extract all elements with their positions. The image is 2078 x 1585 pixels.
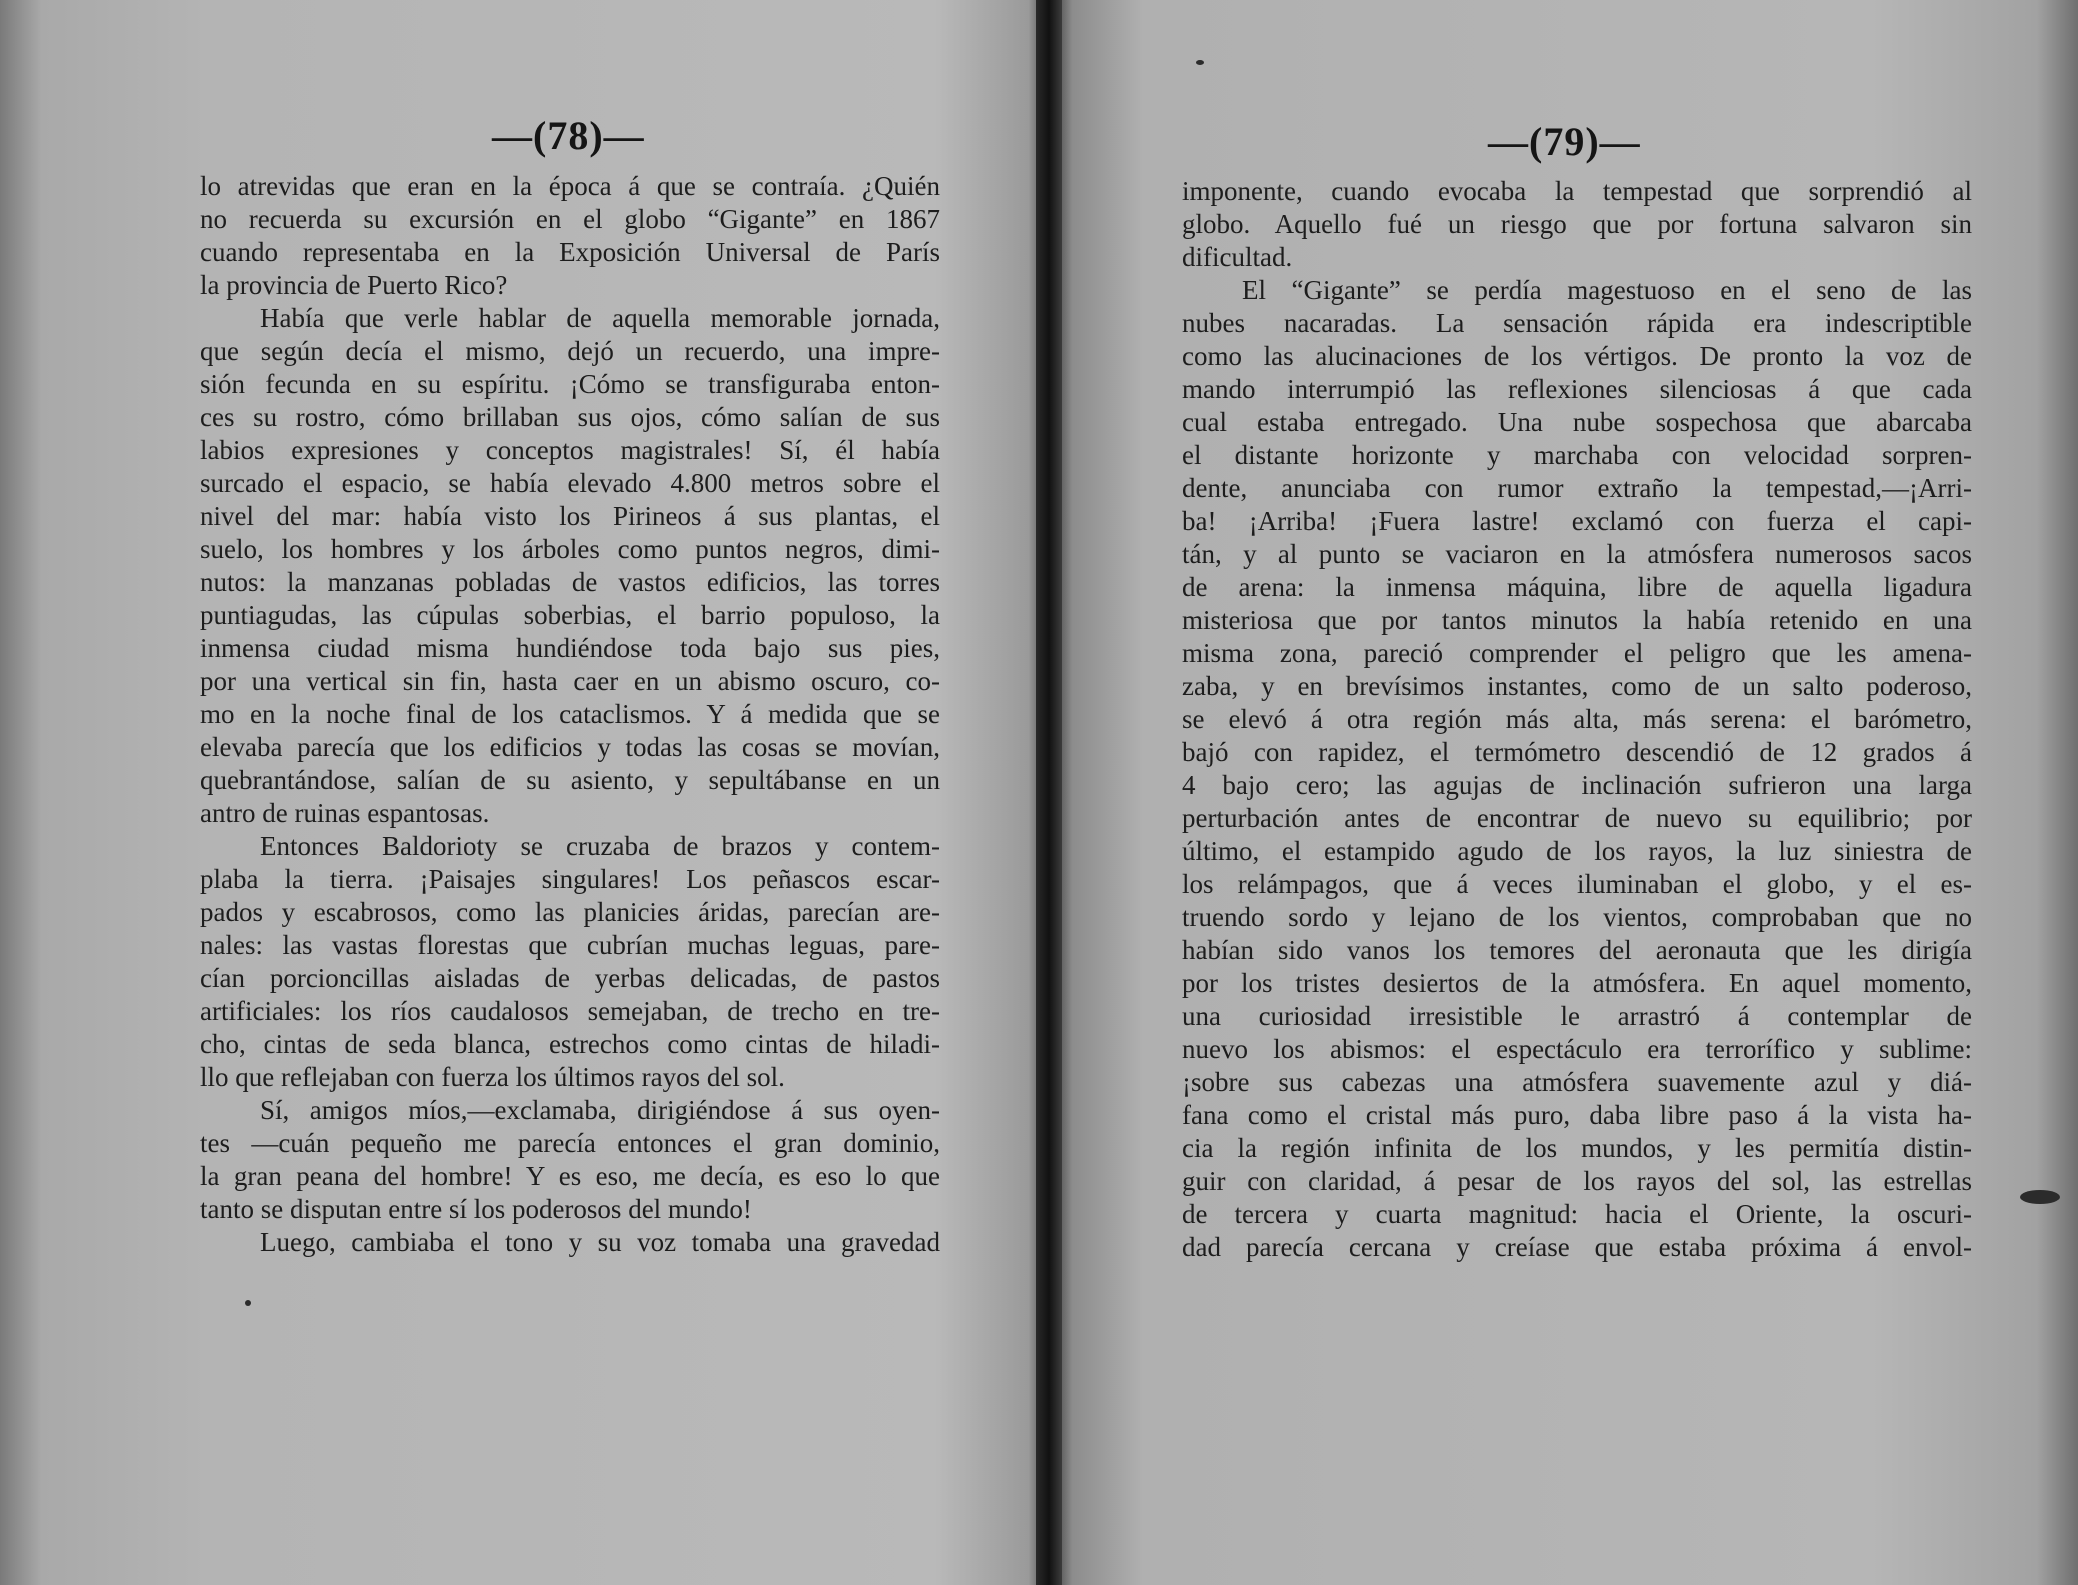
text-line: sión fecunda en su espíritu. ¡Cómo se transfiguraba enton- — [200, 369, 940, 399]
text-line: tes —cuán pequeño me parecía entonces el gran dominio, — [200, 1128, 940, 1158]
text-line: llo que reflejaban con fuerza los últimos rayos del sol. — [200, 1062, 785, 1092]
text-line: cían porcioncillas aisladas de yerbas delicadas, de pastos — [200, 963, 940, 993]
text-line: dad parecía cercana y creíase que estaba próxima á envol- — [1182, 1232, 1972, 1262]
text-line: zaba, y en brevísimos instantes, como de un salto poderoso, — [1182, 671, 1972, 701]
text-line: mo en la noche final de los cataclismos. Y á medida que se — [200, 699, 940, 729]
text-line: inmensa ciudad misma hundiéndose toda bajo sus pies, — [200, 633, 940, 663]
text-line: misma zona, pareció comprender el peligro que les amena- — [1182, 638, 1972, 668]
text-line: cho, cintas de seda blanca, estrechos como cintas de hiladi- — [200, 1029, 940, 1059]
text-line: El “Gigante” se perdía magestuoso en el seno de las — [1242, 275, 1972, 305]
text-line: nutos: la manzanas pobladas de vastos edificios, las torres — [200, 567, 940, 597]
ink-speck — [2020, 1190, 2060, 1204]
text-line: mando interrumpió las reflexiones silenciosas á que cada — [1182, 374, 1972, 404]
text-line: Sí, amigos míos,—exclamaba, dirigiéndose á sus oyen- — [260, 1095, 940, 1125]
text-line: el distante horizonte y marchaba con velocidad sorpren- — [1182, 440, 1972, 470]
text-line: lo atrevidas que eran en la época á que se contraía. ¿Quién — [200, 171, 940, 201]
text-line: ces su rostro, cómo brillaban sus ojos, cómo salían de sus — [200, 402, 940, 432]
left-page-text — [200, 170, 940, 1259]
text-line: 4 bajo cero; las agujas de inclinación sufrieron una larga — [1182, 770, 1972, 800]
text-line: ba! ¡Arriba! ¡Fuera lastre! exclamó con fuerza el capi- — [1182, 506, 1972, 536]
text-line: nuevo los abismos: el espectáculo era terrorífico y sublime: — [1182, 1034, 1972, 1064]
text-line: imponente, cuando evocaba la tempestad que sorprendió al — [1182, 176, 1972, 206]
text-line: cuando representaba en la Exposición Universal de París — [200, 237, 940, 267]
text-line: globo. Aquello fué un riesgo que por fortuna salvaron sin — [1182, 209, 1972, 239]
text-line: plaba la tierra. ¡Paisajes singulares! Los peñascos escar- — [200, 864, 940, 894]
text-line: que según decía el mismo, dejó un recuerdo, una impre- — [200, 336, 940, 366]
ink-speck — [245, 1300, 251, 1306]
text-line: guir con claridad, á pesar de los rayos del sol, las estrellas — [1182, 1166, 1972, 1196]
text-line: una curiosidad irresistible le arrastró á contemplar de — [1182, 1001, 1972, 1031]
page-number-left: —(78)— — [492, 113, 645, 158]
text-line: se elevó á otra región más alta, más serena: el barómetro, — [1182, 704, 1972, 734]
text-line: la gran peana del hombre! Y es eso, me decía, es eso lo que — [200, 1161, 940, 1191]
text-line: de arena: la inmensa máquina, libre de aquella ligadura — [1182, 572, 1972, 602]
text-line: misteriosa que por tantos minutos la había retenido en una — [1182, 605, 1972, 635]
text-line: no recuerda su excursión en el globo “Gigante” en 1867 — [200, 204, 940, 234]
page-number-right: —(79)— — [1488, 119, 1641, 164]
text-line: antro de ruinas espantosas. — [200, 798, 490, 828]
text-line: tán, y al punto se vaciaron en la atmósfera numerosos sacos — [1182, 539, 1972, 569]
text-line: tanto se disputan entre sí los poderosos del mundo! — [200, 1194, 752, 1224]
text-line: perturbación antes de encontrar de nuevo su equilibrio; por — [1182, 803, 1972, 833]
text-line: puntiagudas, las cúpulas soberbias, el barrio populoso, la — [200, 600, 940, 630]
text-line: nivel del mar: había visto los Pirineos á sus plantas, el — [200, 501, 940, 531]
right-page-text — [1182, 175, 1972, 1264]
text-line: truendo sordo y lejano de los vientos, comprobaban que no — [1182, 902, 1972, 932]
text-line: dente, anunciaba con rumor extraño la tempestad,—¡Arri- — [1182, 473, 1972, 503]
text-line: fana como el cristal más puro, daba libre paso á la vista ha- — [1182, 1100, 1972, 1130]
text-line: pados y escabrosos, como las planicies áridas, parecían are- — [200, 897, 940, 927]
text-line: nales: las vastas florestas que cubrían muchas leguas, pare- — [200, 930, 940, 960]
text-line: habían sido vanos los temores del aeronauta que les dirigía — [1182, 935, 1972, 965]
text-line: la provincia de Puerto Rico? — [200, 270, 508, 300]
right-page — [1058, 0, 2078, 1585]
text-line: ¡sobre sus cabezas una atmósfera suavemente azul y diá- — [1182, 1067, 1972, 1097]
text-line: Había que verle hablar de aquella memorable jornada, — [260, 303, 940, 333]
text-line: quebrantándose, salían de su asiento, y sepultábanse en un — [200, 765, 940, 795]
text-line: los relámpagos, que á veces iluminaban el globo, y el es- — [1182, 869, 1972, 899]
text-line: artificiales: los ríos caudalosos semejaban, de trecho en tre- — [200, 996, 940, 1026]
text-line: por una vertical sin fin, hasta caer en un abismo oscuro, co- — [200, 666, 940, 696]
text-line: cual estaba entregado. Una nube sospechosa que abarcaba — [1182, 407, 1972, 437]
text-line: de tercera y cuarta magnitud: hacia el Oriente, la oscuri- — [1182, 1199, 1972, 1229]
text-line: cia la región infinita de los mundos, y les permitía distin- — [1182, 1133, 1972, 1163]
text-line: elevaba parecía que los edificios y todas las cosas se movían, — [200, 732, 940, 762]
text-line: como las alucinaciones de los vértigos. De pronto la voz de — [1182, 341, 1972, 371]
text-line: suelo, los hombres y los árboles como puntos negros, dimi- — [200, 534, 940, 564]
text-line: último, el estampido agudo de los rayos, la luz siniestra de — [1182, 836, 1972, 866]
text-line: Luego, cambiaba el tono y su voz tomaba una gravedad — [260, 1227, 940, 1257]
text-line: bajó con rapidez, el termómetro descendió de 12 grados á — [1182, 737, 1972, 767]
text-line: surcado el espacio, se había elevado 4.800 metros sobre el — [200, 468, 940, 498]
text-line: por los tristes desiertos de la atmósfera. En aquel momento, — [1182, 968, 1972, 998]
text-line: Entonces Baldorioty se cruzaba de brazos y contem- — [260, 831, 940, 861]
ink-speck — [1196, 60, 1204, 65]
text-line: nubes nacaradas. La sensación rápida era indescriptible — [1182, 308, 1972, 338]
text-line: labios expresiones y conceptos magistrales! Sí, él había — [200, 435, 940, 465]
text-line: dificultad. — [1182, 242, 1293, 272]
